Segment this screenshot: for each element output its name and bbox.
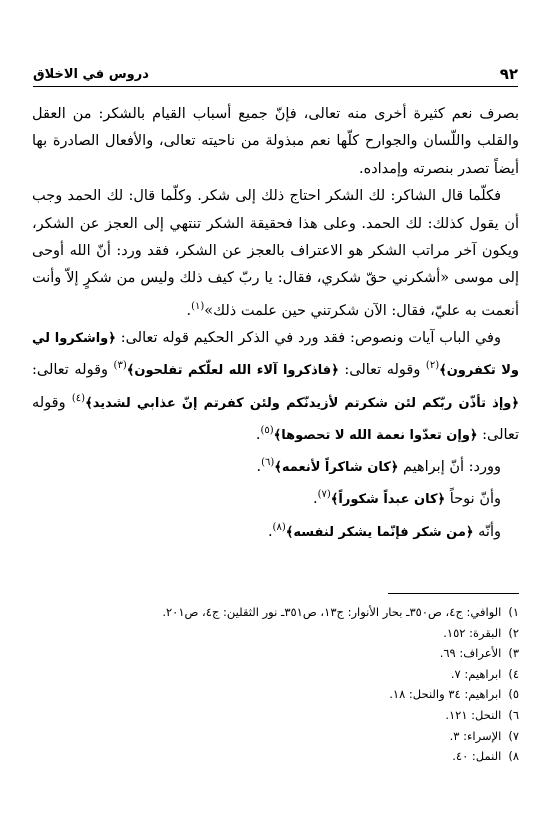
footnote-ref: (٢) xyxy=(425,360,440,372)
paragraph-ibrahim: وورد: أنّ إبراهيم ﴿كان شاكراً لأنعمه﴾$^{(٦)}$. xyxy=(256,457,501,476)
text-line: والقلب واللّسان والجوارح كلّها نعم مبذولة من ناحيته تعالى، والأفعال الصادرة xyxy=(52,133,520,150)
footnote-divider xyxy=(388,593,519,594)
footnote-item: ٨) النمل: ٤٠. xyxy=(452,749,519,764)
text-line: وفي الباب آيات ونصوص: فقد ورد في الذكر الحكيم قوله تعالى: xyxy=(115,330,501,347)
page-header xyxy=(33,60,518,87)
footnote-item: ٣) الأعراف: ٦٩. xyxy=(439,646,519,661)
footnotes xyxy=(100,602,519,767)
page-number: ٩٢ xyxy=(499,65,518,83)
footnote-ref: (٦) xyxy=(261,457,275,469)
paragraph-3: وفي الباب آيات ونصوص: فقد ورد في الذكر الحكيم قوله تعالى: ﴿واشكروا لي ولا تكفرون﴾$^{(٢)}$ وقوله تعالى: ﴿فاذكروا آلاء الله لعلّكم تفلحون﴾$^{(٣)}$ وقوله تعالى: ﴿وإذ تأذّن ربّكم لئن شكرتم لأزيدنّكم ولئن كفرتم إنّ عذابي لشديد﴾$^{(٤)}$ وقوله تعالى: ﴿وإن تعدّوا نعمة الله لا تحصوها﴾$^{(٥)}$. xyxy=(32,330,520,443)
paragraph-last: وأنّه ﴿من شكر فإنّما يشكر لنفسه﴾$^{(٨)}$. xyxy=(267,521,501,540)
quran-verse: ﴿فاذكروا آلاء الله لعلّكم تفلحون﴾ xyxy=(126,363,339,379)
footnote-ref: (٤) xyxy=(71,392,86,404)
footnote-ref: (١) xyxy=(191,300,205,312)
paragraph-1 xyxy=(32,101,519,183)
text-line: بصرف نعم كثيرة أخرى منه تعالى، فإنّ جميع أسباب القيام بالشكر: من العقل xyxy=(32,106,519,122)
footnote-ref: (٨) xyxy=(272,521,286,533)
quran-verse: ﴿وإذ تأذّن ربّكم لئن شكرتم لأزيدنّكم ولئن كفرتم إنّ عذابي لشديد﴾ xyxy=(85,395,520,411)
paragraph-nuh: وأنّ نوحاً ﴿كان عبداً شكوراً﴾$^{(٧)}$. xyxy=(312,489,501,508)
quran-verse: ﴿كان عبداً شكوراً﴾ xyxy=(330,492,446,508)
quran-verse: ﴿واشكروا لي ولا تكفرون﴾ xyxy=(32,331,519,379)
footnote-item: ٧) الإسراء: ٣. xyxy=(449,728,519,743)
footnote-item: ١) الوافي: ج٤، ص٣٥٠ـ بحار الأنوار: ج١٣، ص٣٥١ـ نور الثقلين: ج٤، ص٢٠١. xyxy=(162,605,519,619)
quran-verse: ﴿من شكر فإنّما يشكر لنفسه﴾ xyxy=(285,524,474,540)
footnote-ref: (٣) xyxy=(113,360,127,372)
text-line: بها أيضاً تصدر بنصرته وإمداده. xyxy=(32,133,519,177)
footnote-item: ٥) ابراهيم: ٣٤ والنحل: ١٨. xyxy=(389,687,519,702)
footnote-ref: (٧) xyxy=(317,489,331,501)
footnote-item: ٤) ابراهيم: ٧. xyxy=(450,666,519,681)
text-line: الله أوحى إلى موسى «أشكرني حقّ شكري، فقال: يا ربّ كيف ذلك وليس من xyxy=(32,243,520,287)
footnote-ref: (٥) xyxy=(260,424,274,436)
text-line: شكرٍ إلاّ وأنت أنعمت به عليّ، فقال: الآن شكرتني حين علمت ذلك» xyxy=(32,270,519,319)
quran-verse: ﴿كان شاكراً لأنعمه﴾ xyxy=(274,460,399,476)
running-title: دروس في الاخلاق xyxy=(33,67,149,82)
main-text xyxy=(32,101,519,546)
footnote-item: ٦) النحل: ١٢١. xyxy=(445,707,519,722)
footnote-item: ٢) البقرة: ١٥٢. xyxy=(443,625,519,640)
paragraph-2: فكلّما قال الشاكر: لك الشكر احتاج ذلك إلى شكر. وكلّما قال: لك الحمد وجب أن يقول كذلك: لك الحمد. وعلى هذا فحقيقة الشكر تنتهي إلى العجز عن الشكر، ويكون آخر مراتب الشكر هو الاعتراف بالعجز عن الشكر، فقد ورد: أنّ الله أوحى إلى موسى «أشكرني حقّ شكري، فقال: يا ربّ كيف ذلك وليس من شكرٍ إلاّ وأنت أنعمت به عليّ، فقال: الآن شكرتني حين علمت ذلك»$^{(١)}$. xyxy=(32,188,520,319)
text-line: الشكر، ويكون آخر مراتب الشكر هو الاعتراف بالعجز عن الشكر، فقد ورد: أنّ xyxy=(32,215,520,260)
quran-verse: ﴿وإن تعدّوا نعمة الله لا تحصوها﴾ xyxy=(273,427,478,443)
text-line: وجب أن يقول كذلك: لك الحمد. وعلى هذا فحقيقة الشكر تنتهي إلى العجز عن xyxy=(32,188,520,232)
text-line: فكلّما قال الشاكر: لك الشكر احتاج ذلك إلى شكر. وكلّما قال: لك الحمد xyxy=(67,188,502,205)
